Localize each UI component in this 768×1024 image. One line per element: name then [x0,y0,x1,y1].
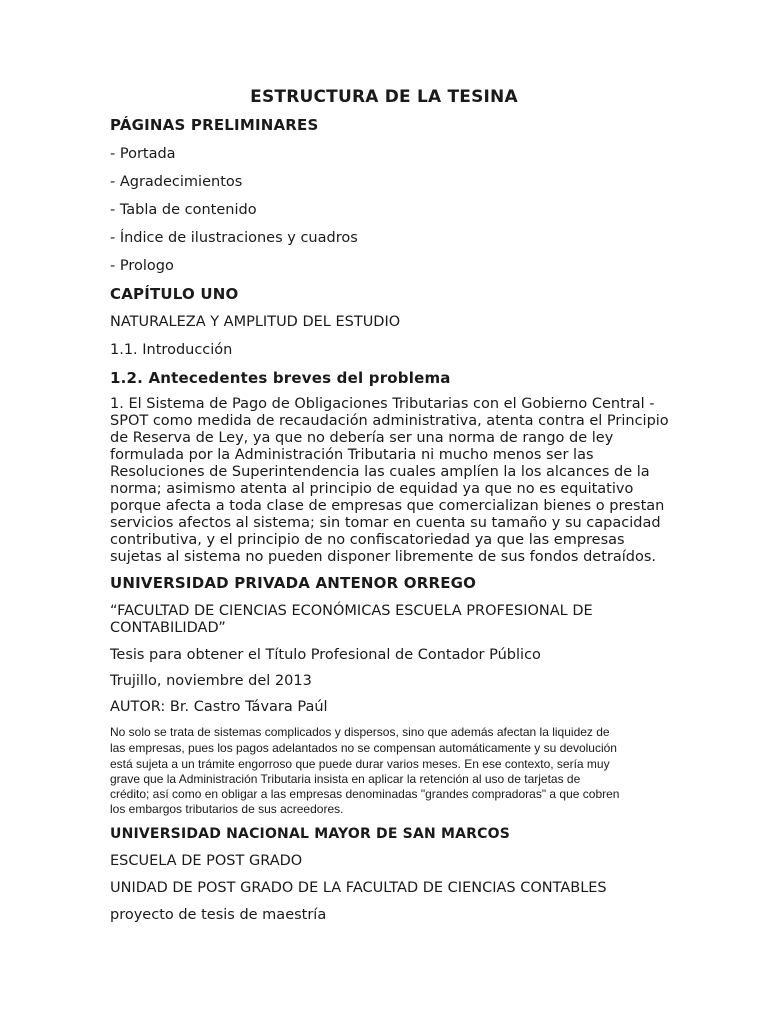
tesis-line: Tesis para obtener el Título Profesional de Contador Público [110,647,541,663]
autor-line: AUTOR: Br. Castro Távara Paúl [110,699,328,715]
facultad-line: “FACULTAD DE CIENCIAS ECONÓMICAS ESCUELA PROFESIONAL DE [110,603,593,619]
document-title: ESTRUCTURA DE LA TESINA [250,87,518,107]
paragraph-line: formulada por la Administración Tributaria ni mucho menos ser las [110,447,594,463]
facultad-line: CONTABILIDAD” [110,620,226,636]
paragraph-line: de Reserva de Ley, ya que no debería ser una norma de rango de ley [110,430,614,446]
capitulo-heading: CAPÍTULO UNO [110,285,239,303]
preliminares-item: - Agradecimientos [110,174,243,190]
fecha-line: Trujillo, noviembre del 2013 [110,673,312,689]
antecedentes-heading: 1.2. Antecedentes breves del problema [110,369,451,387]
small-paragraph-line: crédito; así como en obligar a las empresas denominadas "grandes compradoras" a que cobren [110,787,620,801]
unmsm-heading: UNIVERSIDAD NACIONAL MAYOR DE SAN MARCOS [110,826,510,842]
unidad-line: UNIDAD DE POST GRADO DE LA FACULTAD DE CIENCIAS CONTABLES [110,880,607,896]
paragraph-line: 1. El Sistema de Pago de Obligaciones Tributarias con el Gobierno Central - [110,396,655,412]
paragraph-line: Resoluciones de Superintendencia las cuales amplíen la los alcances de la [110,464,650,480]
small-paragraph-line: está sujeta a un trámite engorroso que puede durar varios meses. En ese contexto, sería muy [110,757,610,771]
paragraph-line: SPOT como medida de recaudación administrativa, atenta contra el Principio [110,413,669,429]
escuela-line: ESCUELA DE POST GRADO [110,853,303,869]
preliminares-item: - Portada [110,146,176,162]
proyecto-line: proyecto de tesis de maestría [110,907,327,923]
preliminares-item: - Prologo [110,258,174,274]
paragraph-line: sujetas al sistema no pueden disponer libremente de sus fondos detraídos. [110,549,657,565]
naturaleza-line: NATURALEZA Y AMPLITUD DEL ESTUDIO [110,314,401,330]
small-paragraph-line: grave que la Administración Tributaria insista en aplicar la retención al uso de tarjetas de [110,772,581,786]
small-paragraph-line: No solo se trata de sistemas complicados y dispersos, sino que además afectan la liquidez de [110,725,610,739]
preliminares-item: - Índice de ilustraciones y cuadros [110,230,358,246]
small-paragraph-line: los embargos tributarios de sus acreedores. [110,802,344,816]
preliminares-item: - Tabla de contenido [110,202,257,218]
upao-heading: UNIVERSIDAD PRIVADA ANTENOR ORREGO [110,574,477,592]
introduccion-line: 1.1. Introducción [110,342,233,358]
paragraph-line: servicios afectos al sistema; sin tomar en cuenta su tamaño y su capacidad [110,515,661,531]
preliminares-heading: PÁGINAS PRELIMINARES [110,116,319,134]
paragraph-line: norma; asimismo atenta al principio de equidad ya que no es equitativo [110,481,634,497]
small-paragraph-line: las empresas, pues los pagos adelantados no se compensan automáticamente y su devolución [110,741,617,755]
paragraph-line: porque afecta a toda clase de empresas que comercializan bienes o prestan [110,498,665,514]
paragraph-line: contributiva, y el principio de no confiscatoriedad ya que las empresas [110,532,625,548]
